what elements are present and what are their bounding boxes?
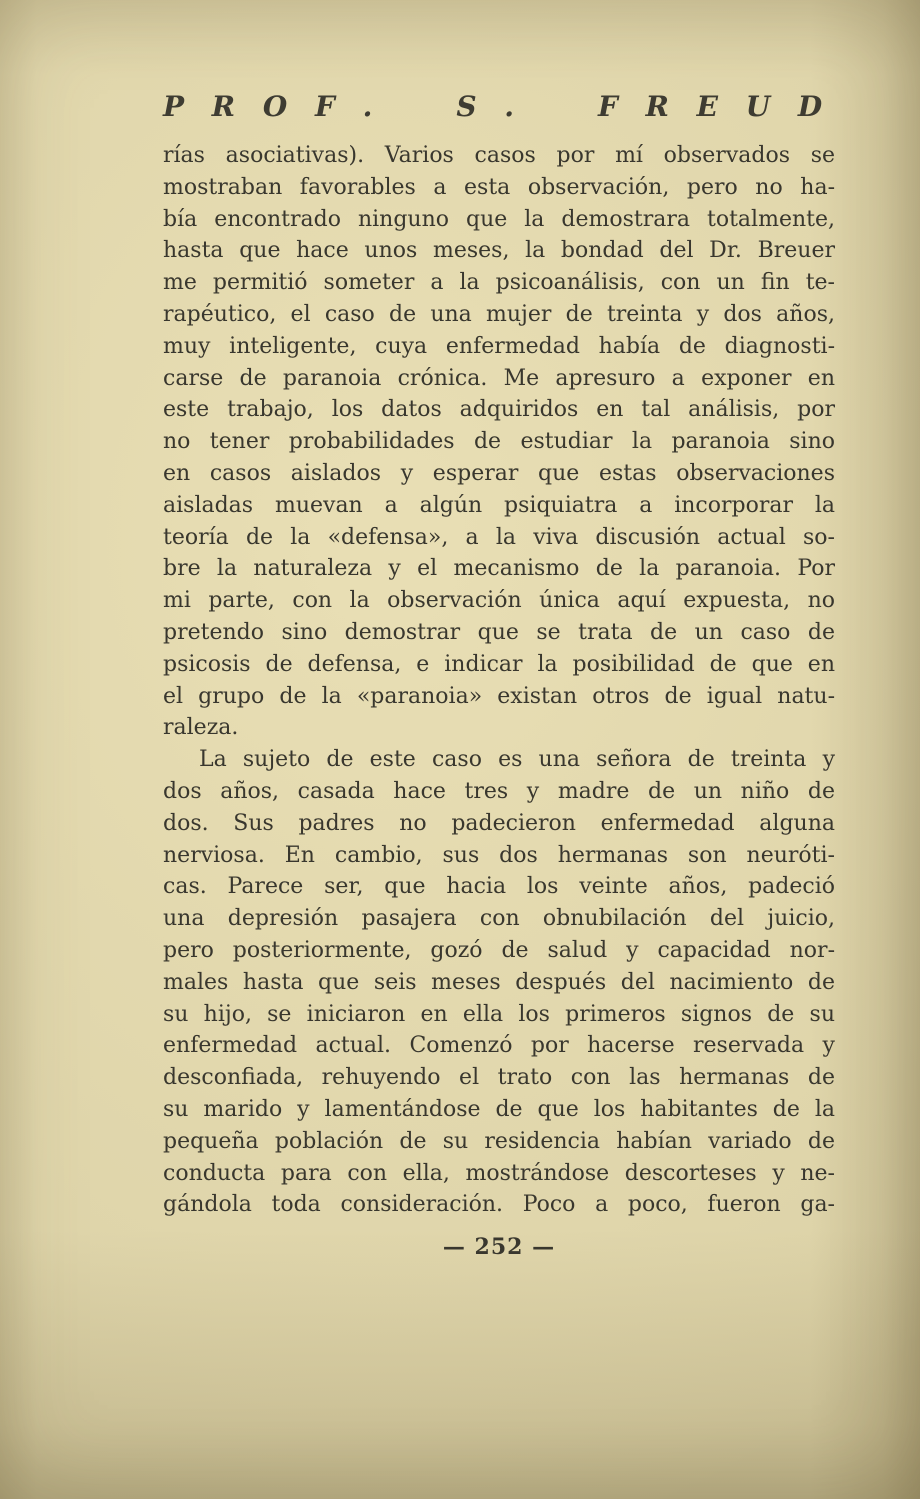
- text-line: su hijo, se iniciaron en ella los primeros signos de su: [163, 1001, 835, 1027]
- text-line: conducta para con ella, mostrándose descorteses y ne-: [163, 1160, 835, 1186]
- page-number: — 252 —: [442, 1234, 556, 1261]
- text-line: bía encontrado ninguno que la demostrara totalmente,: [163, 206, 835, 232]
- text-line: dos años, casada hace tres y madre de un niño de: [163, 778, 835, 804]
- text-line: enfermedad actual. Comenzó por hacerse reservada y: [163, 1033, 835, 1059]
- text-line: hasta que hace unos meses, la bondad del Dr. Breuer: [163, 238, 835, 264]
- text-line: me permitió someter a la psicoanálisis, con un fin te-: [163, 270, 835, 296]
- text-line: desconfiada, rehuyendo el trato con las hermanas de: [163, 1065, 835, 1091]
- text-line: no tener probabilidades de estudiar la paranoia sino: [163, 429, 835, 455]
- text-line: este trabajo, los datos adquiridos en tal análisis, por: [163, 397, 835, 423]
- running-header: P R O F . S . F R E U D: [163, 90, 832, 123]
- text-line: cas. Parece ser, que hacia los veinte años, padeció: [163, 874, 835, 900]
- text-line: raleza.: [163, 715, 239, 741]
- text-line: pretendo sino demostrar que se trata de un caso de: [163, 619, 835, 645]
- text-line: rías asociativas). Varios casos por mí observados se: [163, 143, 835, 168]
- text-line: gándola toda consideración. Poco a poco, fueron ga-: [163, 1192, 835, 1218]
- text-line: mostraban favorables a esta observación, pero no ha-: [163, 174, 835, 200]
- text-line: pero posteriormente, gozó de salud y capacidad nor-: [163, 937, 835, 963]
- text-line: muy inteligente, cuya enfermedad había de diagnosti-: [163, 333, 835, 359]
- text-line: su marido y lamentándose de que los habitantes de la: [163, 1096, 835, 1122]
- text-line: males hasta que seis meses después del nacimiento de: [163, 969, 835, 995]
- text-line: nerviosa. En cambio, sus dos hermanas son neuróti-: [163, 842, 835, 868]
- text-line: mi parte, con la observación única aquí expuesta, no: [163, 588, 835, 614]
- paragraph: [163, 744, 835, 1221]
- page-body: [163, 140, 835, 1221]
- text-line: psicosis de defensa, e indicar la posibilidad de que en: [163, 651, 835, 677]
- text-line: el grupo de la «paranoia» existan otros de igual natu-: [163, 683, 835, 709]
- text-line: carse de paranoia crónica. Me apresuro a exponer en: [163, 365, 835, 391]
- text-line: dos. Sus padres no padecieron enfermedad alguna: [163, 810, 835, 836]
- text-line: en casos aislados y esperar que estas observaciones: [163, 460, 835, 486]
- text-line: una depresión pasajera con obnubilación del juicio,: [163, 906, 835, 932]
- page-content: [163, 90, 835, 1260]
- paragraph: [163, 140, 835, 744]
- text-line: bre la naturaleza y el mecanismo de la paranoia. Por: [163, 556, 835, 582]
- text-line: rapéutico, el caso de una mujer de treinta y dos años,: [163, 301, 835, 327]
- text-line: teoría de la «defensa», a la viva discusión actual so-: [163, 524, 835, 550]
- text-line: pequeña población de su residencia habían variado de: [163, 1128, 835, 1154]
- text-line: aisladas muevan a algún psiquiatra a incorporar la: [163, 492, 835, 518]
- text-line: La sujeto de este caso es una señora de treinta y: [199, 747, 835, 773]
